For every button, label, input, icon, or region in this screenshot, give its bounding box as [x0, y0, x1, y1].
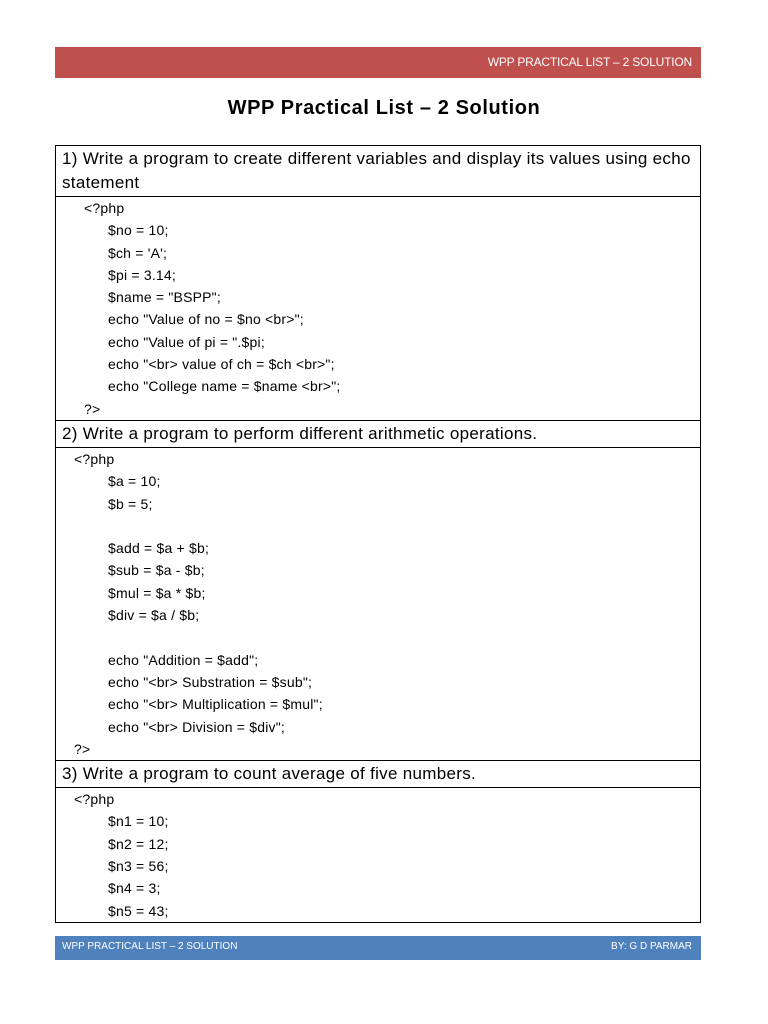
code-line: $add = $a + $b; [108, 540, 210, 557]
code-line: $mul = $a * $b; [108, 584, 206, 601]
footer-left-text: WPP PRACTICAL LIST – 2 SOLUTION [62, 941, 238, 952]
code-line: ?> [74, 740, 91, 757]
code-line: <?php [84, 200, 125, 216]
page-header-text: WPP PRACTICAL LIST – 2 SOLUTION [487, 55, 692, 69]
code-line: echo "Addition = $add"; [108, 651, 259, 668]
page-header-bar [55, 47, 701, 78]
code-line [56, 515, 700, 537]
code-line: <?php [74, 450, 115, 467]
page-footer-bar [55, 936, 701, 960]
code-line: $pi = 3.14; [108, 266, 176, 283]
code-line: $n5 = 43; [108, 902, 169, 919]
code-line: echo "<br> Division = $div"; [108, 718, 286, 735]
document-title: WPP Practical List – 2 Solution [227, 97, 541, 119]
code-line: $a = 10; [108, 473, 161, 490]
code-block-3 [56, 788, 700, 922]
code-line: echo "<br> Multiplication = $mul"; [108, 696, 323, 713]
code-line: echo "College name = $name <br>"; [108, 378, 341, 395]
code-line: $n1 = 10; [108, 813, 169, 830]
code-line: <?php [74, 791, 115, 808]
code-line: $div = $a / $b; [108, 607, 200, 624]
code-line: ?> [84, 400, 101, 417]
code-line: $n3 = 56; [108, 858, 169, 875]
code-line: $no = 10; [108, 222, 169, 239]
solutions-table [55, 145, 701, 923]
footer-author-text: BY: G D PARMAR [611, 941, 692, 952]
code-line: $ch = 'A'; [108, 244, 168, 261]
code-line [56, 626, 700, 648]
code-line: $b = 5; [108, 495, 153, 512]
question-3: 3) Write a program to count average of five numbers. [56, 761, 700, 788]
code-line: echo "Value of no = $no <br>"; [108, 311, 304, 328]
code-line: echo "Value of pi = ".$pi; [108, 333, 265, 350]
question-1: 1) Write a program to create different variables and display its values using echo statement [56, 146, 700, 197]
code-line: $n2 = 12; [108, 835, 169, 852]
question-2: 2) Write a program to perform different arithmetic operations. [56, 421, 700, 448]
code-block-1 [56, 197, 700, 421]
code-line: echo "<br> value of ch = $ch <br>"; [108, 356, 335, 373]
code-line: $name = "BSPP"; [108, 289, 221, 306]
code-line: $sub = $a - $b; [108, 562, 205, 579]
code-line: $n4 = 3; [108, 880, 161, 897]
code-line: echo "<br> Substration = $sub"; [108, 673, 313, 690]
code-block-2 [56, 448, 700, 761]
